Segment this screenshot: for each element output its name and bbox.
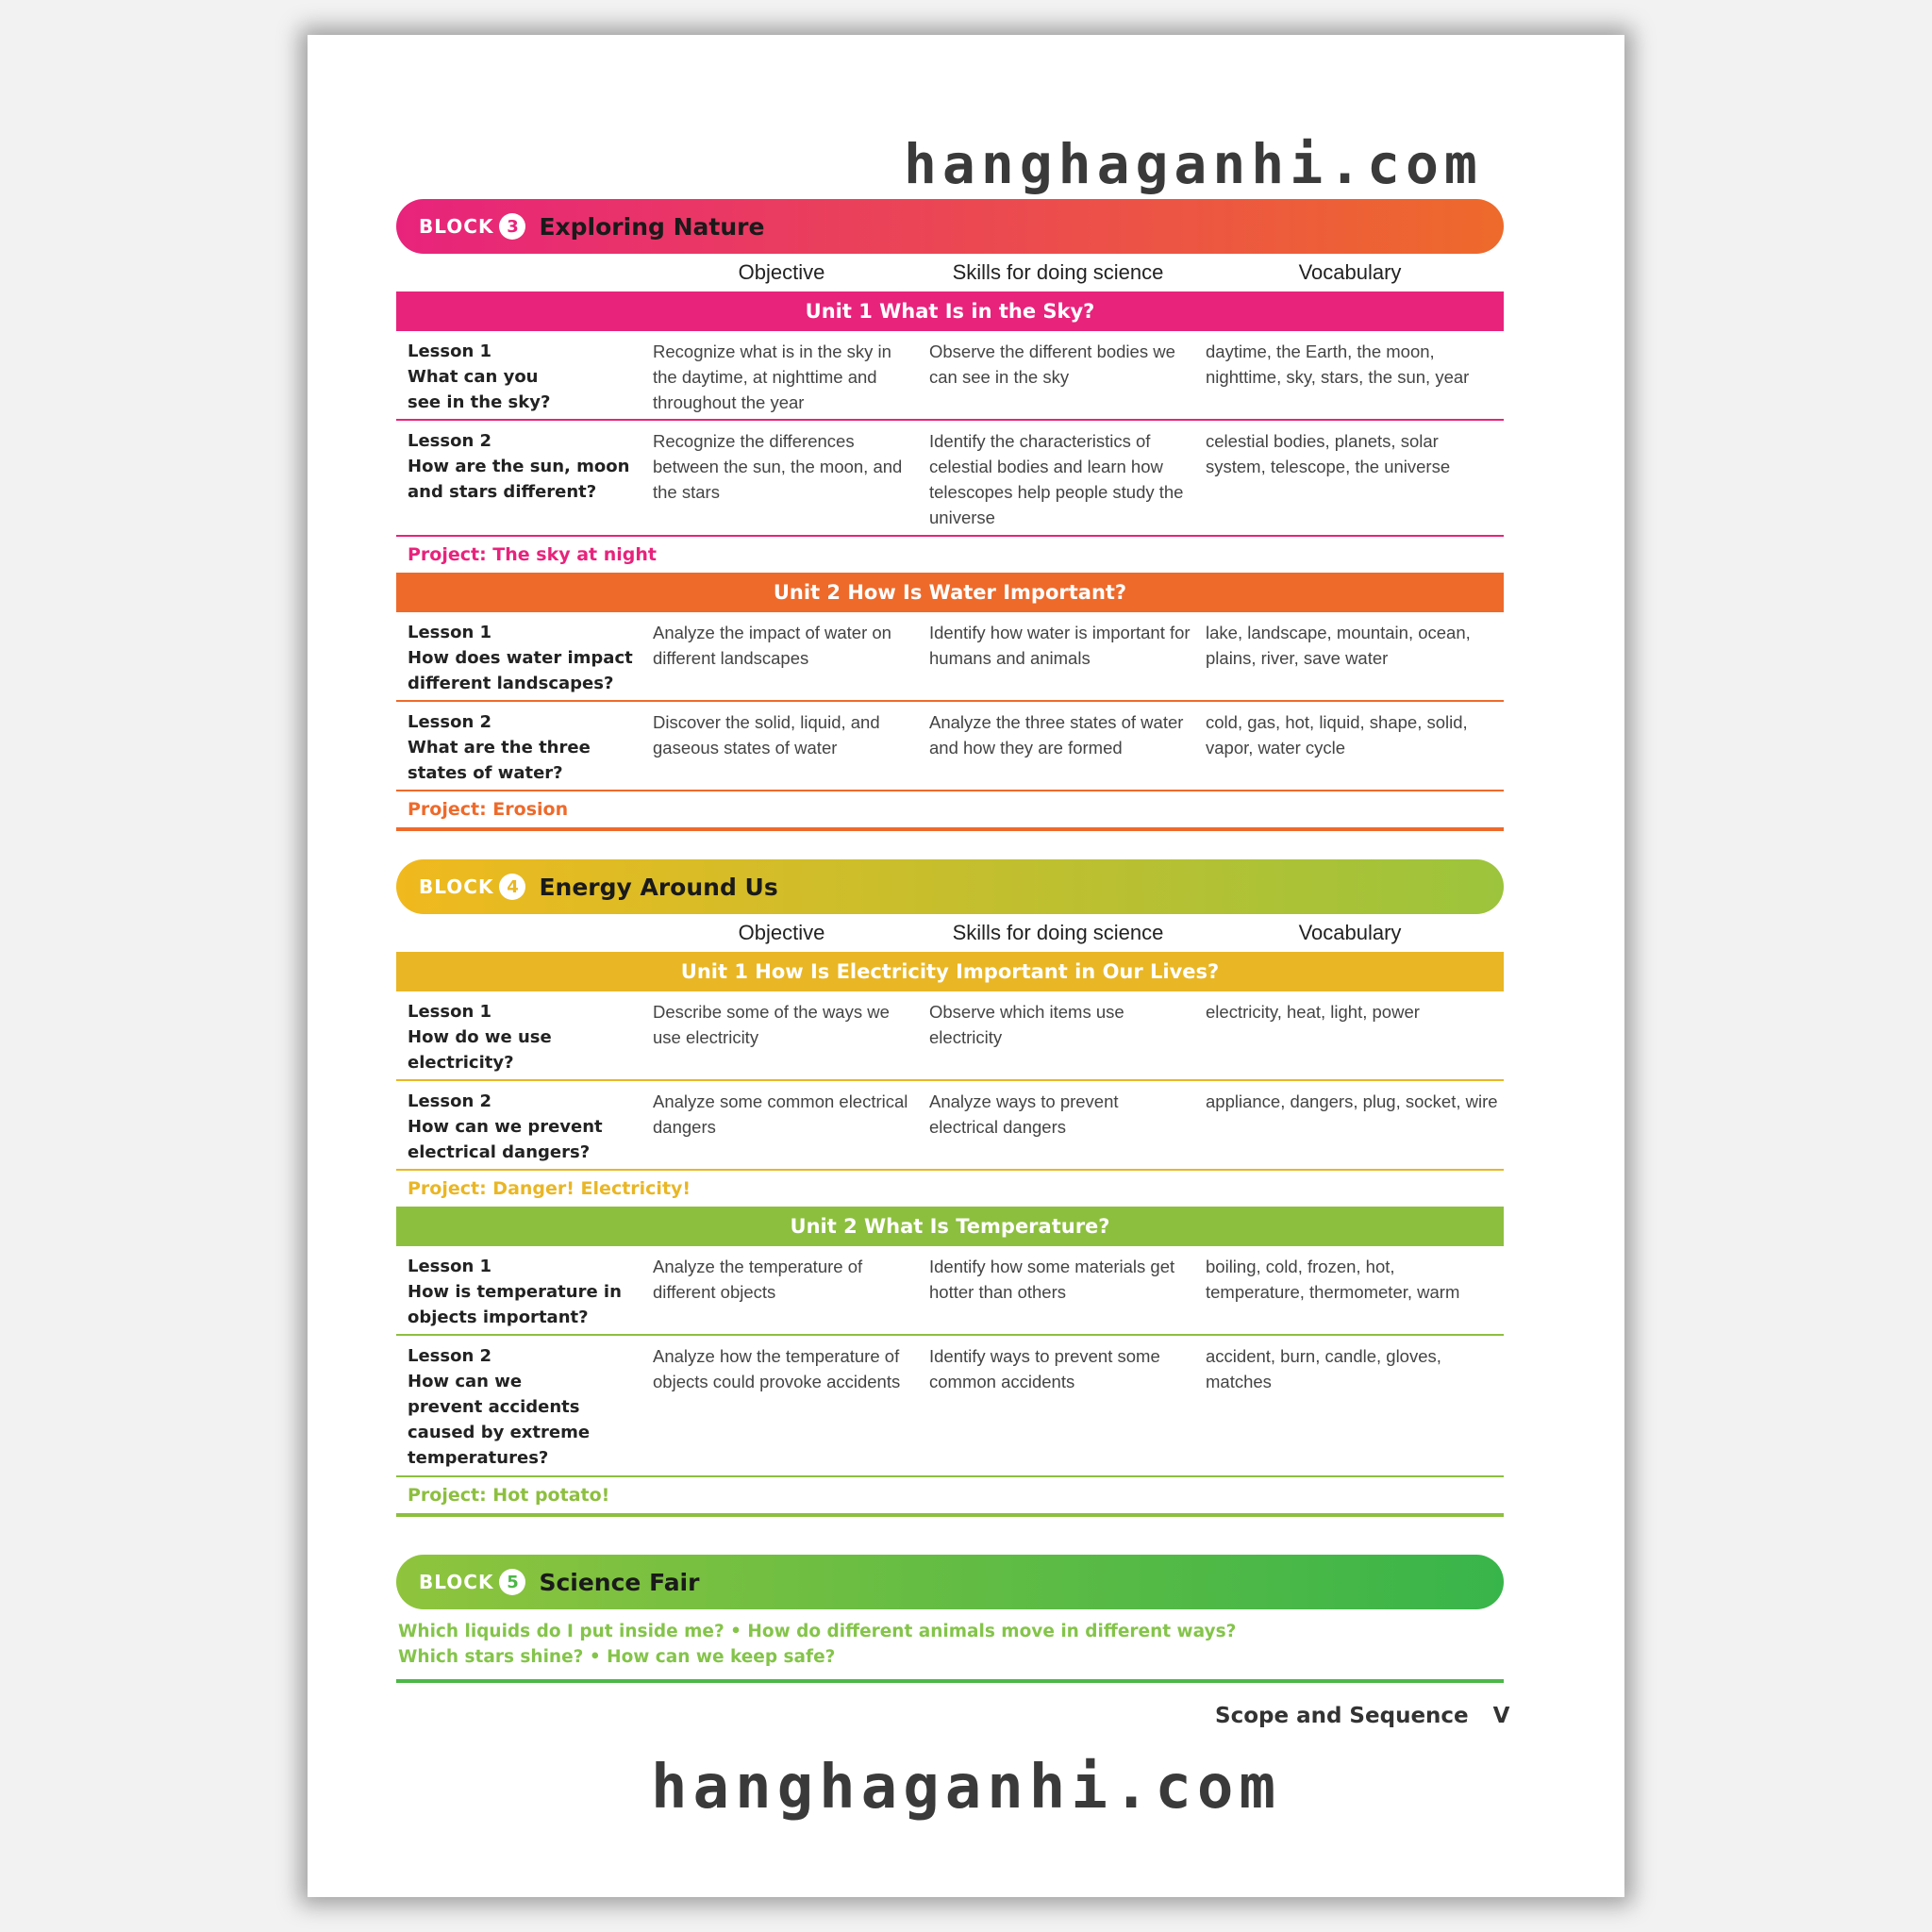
page-footer — [1215, 1704, 1509, 1728]
objective-cell: Describe some of the ways we use electricity — [653, 1002, 890, 1047]
project-label: Project: Hot potato! — [396, 1477, 1504, 1517]
project-label: Project: Erosion — [396, 791, 1504, 831]
vocabulary-cell: cold, gas, hot, liquid, shape, solid, vapor, water cycle — [1206, 712, 1468, 758]
objective-cell: Analyze the impact of water on different landscapes — [653, 623, 891, 668]
vocabulary-cell: lake, landscape, mountain, ocean, plains, river, save water — [1206, 623, 1471, 668]
lesson-row — [396, 1246, 1504, 1336]
skills-cell: Identify how some materials get hotter than others — [929, 1257, 1175, 1302]
lesson-title: Lesson 1 How is temperature in objects important? — [408, 1257, 622, 1327]
lesson-row — [396, 331, 1504, 421]
block-4-header — [396, 859, 1504, 914]
page-number: V — [1492, 1704, 1510, 1728]
lesson-title: Lesson 1 How does water impact different landscapes? — [408, 623, 633, 693]
vocabulary-header: Vocabulary — [1298, 921, 1402, 944]
vocabulary-cell: daytime, the Earth, the moon, nighttime, sky, stars, the sun, year — [1206, 341, 1470, 387]
block-number: 5 — [499, 1569, 525, 1595]
block-5 — [396, 1555, 1504, 1683]
block-title: Energy Around Us — [539, 873, 778, 901]
block-4 — [396, 859, 1504, 1517]
lesson-title: Lesson 2 How can we prevent accidents caused by extreme temperatures? — [408, 1346, 591, 1468]
lesson-title: Lesson 1 What can you see in the sky? — [408, 341, 551, 412]
block-title: Science Fair — [539, 1568, 700, 1596]
block-label: BLOCK — [419, 875, 494, 898]
column-headers — [396, 254, 1504, 291]
objective-cell: Analyze how the temperature of objects could provoke accidents — [653, 1346, 901, 1391]
block-3 — [396, 199, 1504, 831]
skills-header: Skills for doing science — [952, 260, 1164, 284]
lesson-row — [396, 421, 1504, 537]
unit-title-bar: Unit 1 How Is Electricity Important in Our Lives? — [396, 952, 1504, 991]
objective-cell: Analyze the temperature of different objects — [653, 1257, 863, 1302]
lesson-row — [396, 1336, 1504, 1477]
unit-title-bar: Unit 1 What Is in the Sky? — [396, 291, 1504, 331]
vocabulary-cell: electricity, heat, light, power — [1206, 1002, 1420, 1022]
objective-cell: Recognize the differences between the sun, the moon, and the stars — [653, 431, 903, 502]
objective-cell: Analyze some common electrical dangers — [653, 1091, 908, 1137]
lesson-row — [396, 1081, 1504, 1171]
fair-line-1: Which liquids do I put inside me? • How do different animals move in different ways? — [398, 1622, 1237, 1641]
watermark-top: hanghaganhi.com — [904, 132, 1483, 196]
block-title: Exploring Nature — [539, 212, 765, 241]
block-label: BLOCK — [419, 215, 494, 238]
objective-header: Objective — [738, 260, 825, 284]
project-label: Project: The sky at night — [408, 544, 658, 565]
lesson-row — [396, 612, 1504, 702]
vocabulary-cell: boiling, cold, frozen, hot, temperature, thermometer, warm — [1206, 1257, 1460, 1302]
skills-cell: Observe the different bodies we can see in the sky — [929, 341, 1175, 387]
vocabulary-header: Vocabulary — [1298, 260, 1402, 284]
lesson-row — [396, 991, 1504, 1081]
footer-title: Scope and Sequence — [1215, 1704, 1469, 1728]
skills-cell: Analyze ways to prevent electrical dangers — [929, 1091, 1119, 1137]
skills-cell: Identify how water is important for humans and animals — [929, 623, 1191, 668]
block-number: 4 — [499, 874, 525, 900]
block-label: BLOCK — [419, 1571, 494, 1593]
lesson-title: Lesson 1 How do we use electricity? — [408, 1002, 552, 1073]
fair-line-2: Which stars shine? • How can we keep safe? — [398, 1647, 836, 1667]
objective-cell: Discover the solid, liquid, and gaseous states of water — [653, 712, 880, 758]
lesson-title: Lesson 2 How are the sun, moon and stars different? — [408, 431, 630, 502]
lesson-title: Lesson 2 How can we prevent electrical dangers? — [408, 1091, 603, 1162]
skills-cell: Identify the characteristics of celestial bodies and learn how telescopes help people study the universe — [929, 431, 1184, 527]
science-fair-questions — [396, 1609, 1504, 1683]
skills-cell: Analyze the three states of water and how they are formed — [929, 712, 1184, 758]
vocabulary-cell: appliance, dangers, plug, socket, wire — [1206, 1091, 1498, 1111]
unit-title-bar: Unit 2 What Is Temperature? — [396, 1207, 1504, 1246]
skills-header: Skills for doing science — [952, 921, 1164, 944]
project-label: Project: Danger! Electricity! — [408, 1178, 691, 1199]
skills-cell: Observe which items use electricity — [929, 1002, 1124, 1047]
lesson-title: Lesson 2 What are the three states of water? — [408, 712, 591, 783]
objective-cell: Recognize what is in the sky in the daytime, at nighttime and throughout the year — [653, 341, 891, 412]
objective-header: Objective — [738, 921, 825, 944]
unit-title-bar: Unit 2 How Is Water Important? — [396, 573, 1504, 612]
block-5-header — [396, 1555, 1504, 1609]
block-3-header — [396, 199, 1504, 254]
vocabulary-cell: celestial bodies, planets, solar system, telescope, the universe — [1206, 431, 1451, 476]
lesson-row — [396, 702, 1504, 791]
watermark-bottom: hanghaganhi.com — [651, 1753, 1281, 1823]
vocabulary-cell: accident, burn, candle, gloves, matches — [1206, 1346, 1441, 1391]
column-headers — [396, 914, 1504, 952]
skills-cell: Identify ways to prevent some common accidents — [929, 1346, 1160, 1391]
block-number: 3 — [499, 213, 525, 240]
